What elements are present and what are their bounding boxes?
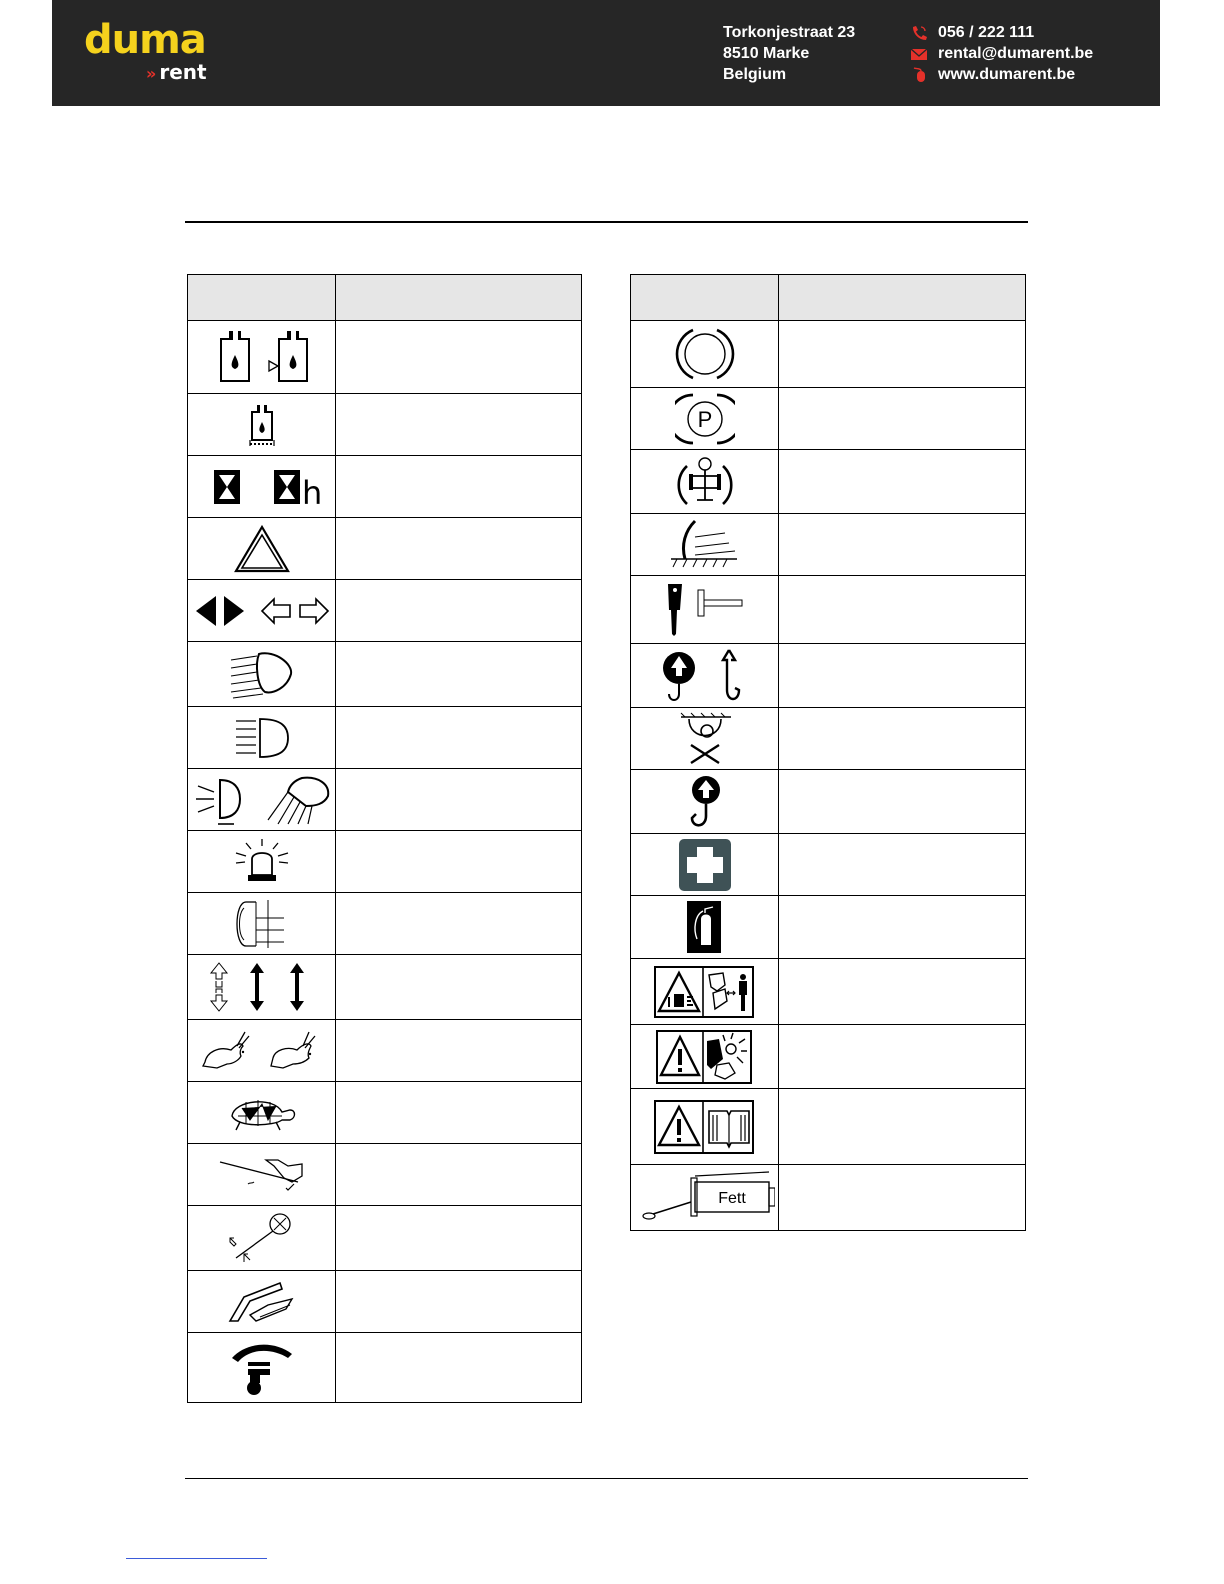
- description-cell: [336, 1206, 582, 1271]
- symbol-cell: [631, 388, 779, 450]
- table-row: [631, 388, 1026, 450]
- symbol-cell: [631, 644, 779, 708]
- table-row: [631, 708, 1026, 770]
- description-cell: [336, 831, 582, 893]
- logo-chevron: »: [146, 64, 157, 83]
- table-row: [188, 456, 582, 518]
- company-address: [723, 22, 855, 85]
- table-row: [188, 893, 582, 955]
- description-cell: [779, 896, 1026, 959]
- lifting-hook-icon: [655, 646, 755, 706]
- table-row: [188, 831, 582, 893]
- symbol-cell: [188, 1144, 336, 1206]
- description-cell: [336, 769, 582, 831]
- hour-meter-icon: [202, 464, 322, 510]
- table-row: [188, 955, 582, 1020]
- symbol-cell: [188, 1020, 336, 1082]
- address-street: Torkonjestraat 23: [723, 24, 856, 41]
- symbol-cell: [188, 831, 336, 893]
- symbol-cell: [631, 770, 779, 834]
- tie-down-icon: [673, 711, 737, 767]
- table-row: [631, 576, 1026, 644]
- table-row: [631, 321, 1026, 388]
- symbol-cell: [188, 769, 336, 831]
- symbol-cell: [188, 394, 336, 456]
- description-cell: [336, 321, 582, 394]
- symbol-cell: [631, 576, 779, 644]
- column-header-description: [779, 275, 1026, 321]
- logo-duma: duma: [84, 17, 206, 63]
- phone-number: 056 / 222 111: [938, 24, 1035, 41]
- hazard-warning-icon: [232, 523, 292, 575]
- table-row: [631, 450, 1026, 514]
- high-beam-icon: [227, 646, 297, 702]
- description-cell: [336, 707, 582, 769]
- symbol-cell: [188, 1082, 336, 1144]
- beacon-icon: [230, 837, 294, 887]
- description-cell: [336, 1082, 582, 1144]
- column-header-symbol: [631, 275, 779, 321]
- first-aid-icon: [677, 837, 733, 893]
- top-rule: [185, 221, 1028, 223]
- symbol-cell: [631, 450, 779, 514]
- email-address[interactable]: rental@dumarent.be: [938, 45, 1094, 62]
- rabbit-fast-icon: [197, 1028, 327, 1074]
- website-url[interactable]: www.dumarent.be: [938, 66, 1076, 83]
- logo-rent-text: rent: [159, 60, 207, 84]
- table-row: [188, 769, 582, 831]
- description-cell: [336, 1144, 582, 1206]
- description-cell: [336, 1333, 582, 1403]
- email-icon: [910, 46, 928, 62]
- description-cell: [336, 518, 582, 580]
- description-cell: [779, 834, 1026, 896]
- table-header-row: [631, 275, 1026, 321]
- table-header-row: [188, 275, 582, 321]
- brake-icon: [675, 324, 735, 384]
- description-cell: [779, 576, 1026, 644]
- description-cell: [336, 1271, 582, 1333]
- mouse-icon: [910, 67, 928, 83]
- description-cell: [779, 514, 1026, 576]
- description-cell: [779, 770, 1026, 834]
- address-country: Belgium: [723, 66, 787, 83]
- up-down-arrows-icon: [207, 959, 317, 1015]
- axle-lock-icon: [673, 452, 737, 512]
- description-cell: [779, 644, 1026, 708]
- symbol-table-left: [187, 274, 582, 1403]
- table-row: [188, 518, 582, 580]
- description-cell: [779, 1025, 1026, 1089]
- symbol-cell: [188, 707, 336, 769]
- table-row: [631, 959, 1026, 1025]
- symbol-cell: [631, 896, 779, 959]
- symbol-cell: [188, 955, 336, 1020]
- column-header-description: [336, 275, 582, 321]
- table-row: [188, 1206, 582, 1271]
- lifting-point-icon: [680, 772, 730, 832]
- description-cell: [779, 1089, 1026, 1165]
- rear-window-heater-icon: [230, 898, 294, 950]
- symbol-cell: [188, 580, 336, 642]
- table-row: [188, 1333, 582, 1403]
- description-cell: [779, 450, 1026, 514]
- description-cell: [336, 580, 582, 642]
- footer-link-underline: [126, 1558, 267, 1559]
- crush-warning-icon: [653, 965, 757, 1019]
- table-row: [188, 1144, 582, 1206]
- table-row: [188, 1020, 582, 1082]
- read-manual-icon: [653, 1099, 757, 1155]
- phone-row: [910, 22, 1093, 43]
- dozer-blade-icon: [665, 517, 745, 573]
- column-header-symbol: [188, 275, 336, 321]
- description-cell: [336, 394, 582, 456]
- description-cell: [336, 456, 582, 518]
- swing-icon: [224, 1338, 300, 1398]
- description-cell: [336, 893, 582, 955]
- symbol-cell: [631, 321, 779, 388]
- symbol-cell: [188, 1271, 336, 1333]
- grease-point-icon: [635, 1168, 775, 1228]
- description-cell: [336, 955, 582, 1020]
- table-row: [631, 644, 1026, 708]
- symbol-cell: [631, 959, 779, 1025]
- symbol-cell: [631, 1165, 779, 1231]
- description-cell: [779, 708, 1026, 770]
- symbol-cell: [631, 514, 779, 576]
- description-cell: [779, 1165, 1026, 1231]
- contact-block: [910, 22, 1093, 85]
- table-row: [631, 834, 1026, 896]
- description-cell: [779, 388, 1026, 450]
- parking-letter: P: [697, 406, 712, 432]
- table-row: [188, 642, 582, 707]
- symbol-cell: [188, 642, 336, 707]
- symbol-cell: [188, 518, 336, 580]
- symbol-cell: [188, 1333, 336, 1403]
- table-row: [631, 1089, 1026, 1165]
- symbol-cell: [631, 708, 779, 770]
- accelerator-pedal-icon: [214, 1152, 310, 1198]
- description-cell: [336, 642, 582, 707]
- table-row: [631, 1165, 1026, 1231]
- hydraulic-oil-level-icon: [242, 400, 282, 450]
- boom-icon: [222, 1277, 302, 1327]
- table-row: [188, 321, 582, 394]
- description-cell: [779, 321, 1026, 388]
- description-cell: [336, 1020, 582, 1082]
- fire-extinguisher-icon: [685, 899, 725, 955]
- website-row: [910, 64, 1093, 85]
- page-header: [52, 0, 1160, 106]
- low-beam-icon: [230, 715, 294, 761]
- bottom-rule: [185, 1478, 1028, 1479]
- table-row: [188, 580, 582, 642]
- table-row: [631, 1025, 1026, 1089]
- turn-signal-icon: [192, 591, 332, 631]
- throttle-lever-icon: [222, 1210, 302, 1266]
- symbol-cell: [631, 834, 779, 896]
- description-cell: [779, 959, 1026, 1025]
- svg-text:h: h: [301, 473, 322, 510]
- symbol-cell: [631, 1089, 779, 1165]
- table-row: [631, 770, 1026, 834]
- hydraulic-oil-icon: [207, 327, 317, 387]
- email-row: [910, 43, 1093, 64]
- table-row: [631, 514, 1026, 576]
- symbol-cell: [188, 893, 336, 955]
- grease-label: Fett: [717, 1189, 746, 1207]
- turtle-slow-icon: [224, 1090, 300, 1136]
- logo-rent: [146, 60, 207, 86]
- table-row: [188, 707, 582, 769]
- table-row: [631, 896, 1026, 959]
- symbol-cell: [631, 1025, 779, 1089]
- symbol-cell: [188, 1206, 336, 1271]
- table-row: [188, 394, 582, 456]
- symbol-cell: [188, 456, 336, 518]
- symbol-cell: [188, 321, 336, 394]
- hammer-icon: [660, 580, 750, 640]
- work-light-icon: [192, 772, 332, 828]
- pressure-warning-icon: [655, 1029, 755, 1085]
- phone-icon: [910, 25, 928, 41]
- table-row: [188, 1271, 582, 1333]
- table-row: [188, 1082, 582, 1144]
- address-city: 8510 Marke: [723, 45, 810, 62]
- parking-brake-icon: [675, 391, 735, 447]
- symbol-table-right: [630, 274, 1026, 1231]
